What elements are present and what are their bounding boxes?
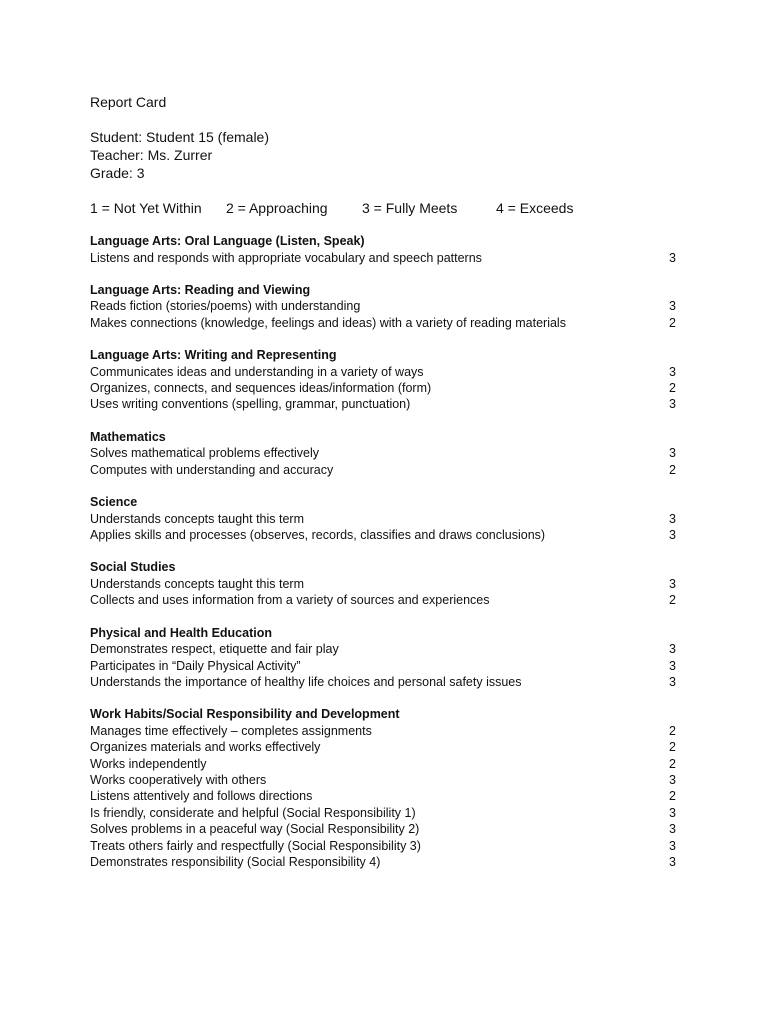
section-heading: Science	[90, 495, 138, 510]
criterion-text: Understands the importance of healthy life choices and personal safety issues	[90, 674, 522, 689]
criterion-score: 2	[669, 462, 676, 477]
criterion-score: 3	[669, 854, 676, 869]
subject-section	[90, 625, 680, 691]
grade-line: Grade: 3	[90, 165, 145, 181]
section-heading: Language Arts: Oral Language (Listen, Speak)	[90, 234, 365, 248]
criterion-row	[90, 756, 680, 772]
criterion-text: Collects and uses information from a variety of sources and experiences	[90, 593, 490, 608]
criterion-row	[90, 445, 680, 461]
subject-section	[90, 494, 680, 543]
criterion-score: 2	[669, 315, 676, 330]
criterion-score: 3	[669, 528, 676, 543]
criterion-text: Solves mathematical problems effectively	[90, 446, 320, 461]
subject-section	[90, 429, 680, 478]
criterion-text: Works cooperatively with others	[90, 773, 267, 788]
criterion-text: Communicates ideas and understanding in a variety of ways	[90, 364, 424, 379]
criterion-score: 3	[669, 805, 676, 820]
criterion-score: 2	[669, 381, 676, 396]
legend-item: 3 = Fully Meets	[362, 200, 458, 216]
subject-section	[90, 282, 680, 331]
section-heading: Language Arts: Writing and Representing	[90, 348, 337, 363]
criterion-score: 3	[669, 364, 676, 379]
criterion-row	[90, 364, 680, 380]
criterion-score: 2	[669, 740, 676, 755]
criterion-row	[90, 250, 680, 266]
criterion-row	[90, 576, 680, 592]
section-heading: Social Studies	[90, 560, 176, 575]
criterion-row	[90, 838, 680, 854]
subject-section	[90, 706, 680, 870]
subject-section	[90, 347, 680, 413]
legend-item: 1 = Not Yet Within	[90, 200, 202, 216]
criterion-text: Manages time effectively – completes assignments	[90, 723, 372, 738]
criterion-text: Demonstrates respect, etiquette and fair play	[90, 642, 339, 657]
criterion-row	[90, 723, 680, 739]
criterion-score: 3	[669, 511, 676, 526]
criterion-text: Listens and responds with appropriate vocabulary and speech patterns	[90, 250, 482, 265]
criterion-score: 3	[669, 642, 676, 657]
criterion-score: 3	[669, 674, 676, 689]
criterion-text: Makes connections (knowledge, feelings and ideas) with a variety of reading materials	[90, 315, 566, 330]
report-card-page	[90, 93, 680, 886]
criterion-row	[90, 511, 680, 527]
criterion-row	[90, 658, 680, 674]
criterion-row	[90, 739, 680, 755]
document-title: Report Card	[90, 94, 167, 110]
criterion-text: Computes with understanding and accuracy	[90, 462, 334, 477]
criterion-row	[90, 772, 680, 788]
criterion-text: Applies skills and processes (observes, records, classifies and draws conclusions)	[90, 528, 546, 543]
criterion-row	[90, 592, 680, 608]
criterion-row	[90, 641, 680, 657]
criterion-row	[90, 462, 680, 478]
criterion-text: Listens attentively and follows directions	[90, 789, 313, 804]
criterion-text: Treats others fairly and respectfully (Social Responsibility 3)	[90, 838, 421, 853]
criterion-score: 3	[669, 250, 676, 265]
subject-section	[90, 233, 680, 266]
criterion-row	[90, 854, 680, 870]
criterion-score: 3	[669, 299, 676, 314]
section-heading: Work Habits/Social Responsibility and Development	[90, 707, 400, 722]
criterion-score: 3	[669, 576, 676, 591]
criterion-score: 2	[669, 593, 676, 608]
criterion-text: Demonstrates responsibility (Social Responsibility 4)	[90, 854, 381, 869]
criterion-score: 3	[669, 838, 676, 853]
section-heading: Physical and Health Education	[90, 625, 272, 640]
criterion-text: Understands concepts taught this term	[90, 511, 305, 526]
criterion-score: 2	[669, 789, 676, 804]
criterion-row	[90, 298, 680, 314]
criterion-row	[90, 396, 680, 412]
criterion-row	[90, 674, 680, 690]
legend-item: 2 = Approaching	[226, 200, 328, 216]
criterion-text: Works independently	[90, 756, 207, 771]
criterion-text: Participates in “Daily Physical Activity”	[90, 658, 301, 673]
criterion-score: 2	[669, 756, 676, 771]
criterion-row	[90, 527, 680, 543]
section-heading: Mathematics	[90, 429, 166, 444]
criterion-score: 3	[669, 658, 676, 673]
criterion-text: Uses writing conventions (spelling, grammar, punctuation)	[90, 397, 411, 412]
criterion-text: Solves problems in a peaceful way (Social Responsibility 2)	[90, 822, 420, 837]
criterion-row	[90, 821, 680, 837]
criterion-text: Organizes materials and works effectively	[90, 740, 321, 755]
student-line: Student: Student 15 (female)	[90, 129, 269, 145]
legend-item: 4 = Exceeds	[496, 200, 574, 216]
criterion-score: 3	[669, 773, 676, 788]
criterion-text: Organizes, connects, and sequences ideas/information (form)	[90, 381, 432, 396]
criterion-score: 3	[669, 397, 676, 412]
criterion-text: Reads fiction (stories/poems) with understanding	[90, 299, 361, 314]
criterion-score: 2	[669, 723, 676, 738]
criterion-row	[90, 805, 680, 821]
report-sections	[90, 233, 680, 870]
criterion-text: Is friendly, considerate and helpful (Social Responsibility 1)	[90, 805, 416, 820]
section-heading: Language Arts: Reading and Viewing	[90, 282, 311, 297]
criterion-row	[90, 315, 680, 331]
grading-legend	[90, 199, 680, 217]
subject-section	[90, 559, 680, 608]
teacher-line: Teacher: Ms. Zurrer	[90, 147, 213, 163]
criterion-row	[90, 788, 680, 804]
criterion-text: Understands concepts taught this term	[90, 576, 305, 591]
criterion-score: 3	[669, 446, 676, 461]
criterion-row	[90, 380, 680, 396]
criterion-score: 3	[669, 822, 676, 837]
